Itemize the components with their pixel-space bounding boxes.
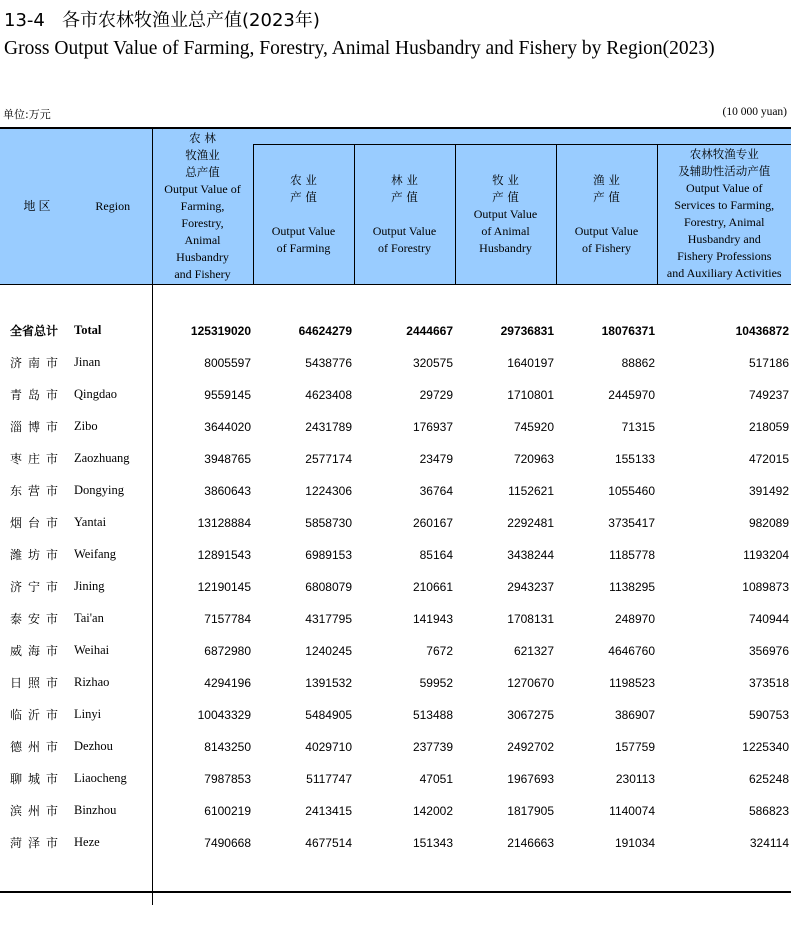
cell-total: 8005597: [152, 347, 253, 379]
table-row: [0, 539, 791, 571]
table-row: [0, 507, 791, 539]
cell-farming: 5858730: [305, 515, 352, 530]
cell-animal: 2492702: [507, 739, 554, 754]
cell-animal: 3067275: [507, 707, 554, 722]
region-name-en: Total: [74, 323, 102, 337]
table-row: [0, 475, 791, 507]
cell-total: 7987853: [152, 763, 253, 795]
region-name-en: Zaozhuang: [74, 451, 130, 465]
header-fishery: 渔 业 产 值 Output Value of Fishery: [556, 144, 657, 284]
cell-fishery: 2445970: [608, 387, 655, 402]
cell-total: 3860643: [152, 475, 253, 507]
region-name-en: Dezhou: [74, 739, 113, 753]
cell-total: 6872980: [152, 635, 253, 667]
region-name-cn: 潍坊市: [10, 548, 65, 562]
cell-farming: 2413415: [305, 803, 352, 818]
cell-fishery: 1185778: [609, 547, 655, 562]
cell-animal: 2943237: [507, 579, 554, 594]
table-row: [0, 795, 791, 827]
cell-fishery: 157759: [614, 739, 655, 754]
cell-fishery: 1198523: [609, 675, 655, 690]
unit-label-en: (10 000 yuan): [722, 106, 787, 118]
header-animal-husbandry: 牧 业 产 值 Output Value of Animal Husbandry: [455, 144, 556, 284]
region-name-cn: 临沂市: [10, 708, 65, 722]
region-name-en: Liaocheng: [74, 771, 127, 785]
cell-services: 391492: [748, 483, 789, 498]
region-name-cn: 济南市: [10, 356, 65, 370]
table-row: [0, 443, 791, 475]
cell-services: 982089: [748, 515, 789, 530]
cell-services: 373518: [748, 675, 789, 690]
cell-forestry: 141943: [412, 611, 453, 626]
cell-forestry: 210661: [412, 579, 453, 594]
region-name-cn: 泰安市: [10, 612, 65, 626]
cell-animal: 1640197: [507, 355, 554, 370]
cell-total: 8143250: [152, 731, 253, 763]
cell-forestry: 151343: [412, 835, 453, 850]
header-services: 农林牧渔专业 及辅助性活动产值 Output Value of Services to Farming, Forestry, Animal Husbandry and Fishery Professions and Auxiliary Activities: [657, 144, 791, 284]
cell-farming: 1224306: [305, 483, 352, 498]
cell-forestry: 2444667: [406, 323, 453, 338]
cell-services: 740944: [748, 611, 789, 626]
cell-total: 13128884: [152, 507, 253, 539]
cell-animal: 3438244: [507, 547, 554, 562]
region-name-en: Zibo: [74, 419, 98, 433]
region-name-cn: 菏泽市: [10, 836, 65, 850]
header-region-en: Region: [74, 128, 152, 284]
cell-services: 625248: [748, 771, 789, 786]
cell-services: 1225340: [742, 739, 789, 754]
cell-services: 218059: [748, 419, 789, 434]
region-name-en: Jinan: [74, 355, 101, 369]
cell-total: 125319020: [152, 315, 253, 347]
region-name-cn: 淄博市: [10, 420, 65, 434]
cell-farming: 64624279: [298, 323, 352, 338]
cell-total: 12190145: [152, 571, 253, 603]
region-name-en: Heze: [74, 835, 100, 849]
table-title-en: Gross Output Value of Farming, Forestry, Animal Husbandry and Fishery by Region(2023): [4, 38, 715, 59]
table-row: [0, 667, 791, 699]
table-row-total: [0, 315, 791, 347]
cell-forestry: 29729: [419, 387, 453, 402]
cell-farming: 1240245: [305, 643, 352, 658]
cell-fishery: 4646760: [608, 643, 655, 658]
cell-fishery: 18076371: [601, 323, 655, 338]
region-name-cn: 聊城市: [10, 772, 65, 786]
cell-forestry: 47051: [419, 771, 453, 786]
cell-farming: 4317795: [305, 611, 352, 626]
cell-services: 517186: [748, 355, 789, 370]
cell-total: 7490668: [152, 827, 253, 859]
cell-forestry: 513488: [412, 707, 453, 722]
region-name-en: Jining: [74, 579, 105, 593]
region-name-cn: 德州市: [10, 740, 65, 754]
cell-fishery: 1138295: [609, 579, 655, 594]
region-name-cn: 烟台市: [10, 516, 65, 530]
cell-total: 10043329: [152, 699, 253, 731]
region-name-cn: 东营市: [10, 484, 65, 498]
cell-animal: 1152621: [508, 483, 554, 498]
table-bottom-rule: [0, 891, 791, 893]
cell-animal: 1817905: [507, 803, 554, 818]
cell-animal: 1270670: [507, 675, 554, 690]
cell-farming: 1391532: [305, 675, 352, 690]
cell-services: 590753: [748, 707, 789, 722]
cell-farming: 2577174: [305, 451, 352, 466]
cell-animal: 29736831: [500, 323, 554, 338]
cell-total: 3644020: [152, 411, 253, 443]
header-top-band: [253, 128, 791, 144]
cell-services: 10436872: [735, 323, 789, 338]
region-name-cn: 日照市: [10, 676, 65, 690]
region-name-en: Weifang: [74, 547, 117, 561]
cell-fishery: 1055460: [608, 483, 655, 498]
cell-farming: 5484905: [305, 707, 352, 722]
region-name-cn: 青岛市: [10, 388, 65, 402]
cell-forestry: 237739: [412, 739, 453, 754]
region-name-en: Linyi: [74, 707, 102, 721]
cell-services: 1193204: [743, 547, 789, 562]
cell-forestry: 59952: [419, 675, 453, 690]
cell-animal: 1710801: [507, 387, 554, 402]
region-name-en: Tai'an: [74, 611, 104, 625]
cell-services: 356976: [748, 643, 789, 658]
table-row: [0, 571, 791, 603]
table-row: [0, 635, 791, 667]
cell-animal: 745920: [513, 419, 554, 434]
cell-fishery: 191034: [614, 835, 655, 850]
cell-total: 7157784: [152, 603, 253, 635]
header-region-cn: 地 区: [0, 128, 74, 284]
cell-forestry: 260167: [412, 515, 453, 530]
cell-services: 472015: [748, 451, 789, 466]
cell-services: 1089873: [742, 579, 789, 594]
cell-fishery: 71315: [621, 419, 655, 434]
cell-fishery: 230113: [615, 771, 655, 786]
cell-animal: 720963: [513, 451, 554, 466]
cell-animal: 2146663: [507, 835, 554, 850]
cell-forestry: 23479: [419, 451, 453, 466]
table-row: [0, 603, 791, 635]
cell-fishery: 155133: [614, 451, 655, 466]
data-table: [0, 127, 791, 905]
cell-animal: 621327: [513, 643, 554, 658]
cell-fishery: 386907: [614, 707, 655, 722]
cell-animal: 1708131: [507, 611, 554, 626]
table-row: [0, 763, 791, 795]
header-farming: 农 业 产 值 Output Value of Farming: [253, 144, 354, 284]
cell-farming: 6808079: [305, 579, 352, 594]
region-name-cn: 枣庄市: [10, 452, 65, 466]
region-name-en: Dongying: [74, 483, 124, 497]
table-row: [0, 379, 791, 411]
cell-forestry: 320575: [412, 355, 453, 370]
table-row: [0, 347, 791, 379]
table-title-cn: [4, 6, 320, 32]
region-name-en: Weihai: [74, 643, 110, 657]
cell-total: 3948765: [152, 443, 253, 475]
header-total-output: 农 林 牧渔业 总产值 Output Value of Farming, Forestry, Animal Husbandry and Fishery: [152, 128, 253, 284]
cell-farming: 5117747: [306, 771, 352, 786]
cell-farming: 4677514: [305, 835, 352, 850]
cell-fishery: 3735417: [608, 515, 655, 530]
cell-fishery: 1140074: [609, 803, 655, 818]
table-row: [0, 699, 791, 731]
region-name-cn: 滨州市: [10, 804, 65, 818]
table-row: [0, 411, 791, 443]
cell-services: 324114: [749, 835, 789, 850]
table-row: [0, 827, 791, 859]
data-table-container: [0, 127, 791, 905]
cell-services: 586823: [748, 803, 789, 818]
header-forestry: 林 业 产 值 Output Value of Forestry: [354, 144, 455, 284]
region-name-en: Yantai: [74, 515, 107, 529]
cell-total: 4294196: [152, 667, 253, 699]
cell-total: 6100219: [152, 795, 253, 827]
table-number: 13-4: [4, 10, 45, 31]
cell-fishery: 88862: [621, 355, 655, 370]
region-name-en: Rizhao: [74, 675, 110, 689]
cell-farming: 6989153: [305, 547, 352, 562]
cell-fishery: 248970: [614, 611, 655, 626]
region-name-en: Binzhou: [74, 803, 117, 817]
region-name-cn: 济宁市: [10, 580, 65, 594]
cell-forestry: 176937: [412, 419, 453, 434]
cell-forestry: 7672: [426, 643, 453, 658]
cell-forestry: 36764: [419, 483, 453, 498]
cell-farming: 4623408: [305, 387, 352, 402]
cell-farming: 2431789: [305, 419, 352, 434]
cell-total: 9559145: [152, 379, 253, 411]
region-name-cn: 全省总计: [10, 324, 59, 338]
cell-forestry: 142002: [412, 803, 453, 818]
cell-animal: 1967693: [507, 771, 554, 786]
cell-forestry: 85164: [419, 547, 453, 562]
unit-label-cn: 单位:万元: [3, 108, 51, 121]
cell-services: 749237: [748, 387, 789, 402]
region-name-en: Qingdao: [74, 387, 118, 401]
cell-total: 12891543: [152, 539, 253, 571]
cell-farming: 5438776: [305, 355, 352, 370]
table-title-cn-text: 各市农林牧渔业总产值(2023年): [62, 10, 320, 31]
region-name-cn: 威海市: [10, 644, 65, 658]
cell-animal: 2292481: [507, 515, 554, 530]
cell-farming: 4029710: [305, 739, 352, 754]
table-row: [0, 731, 791, 763]
